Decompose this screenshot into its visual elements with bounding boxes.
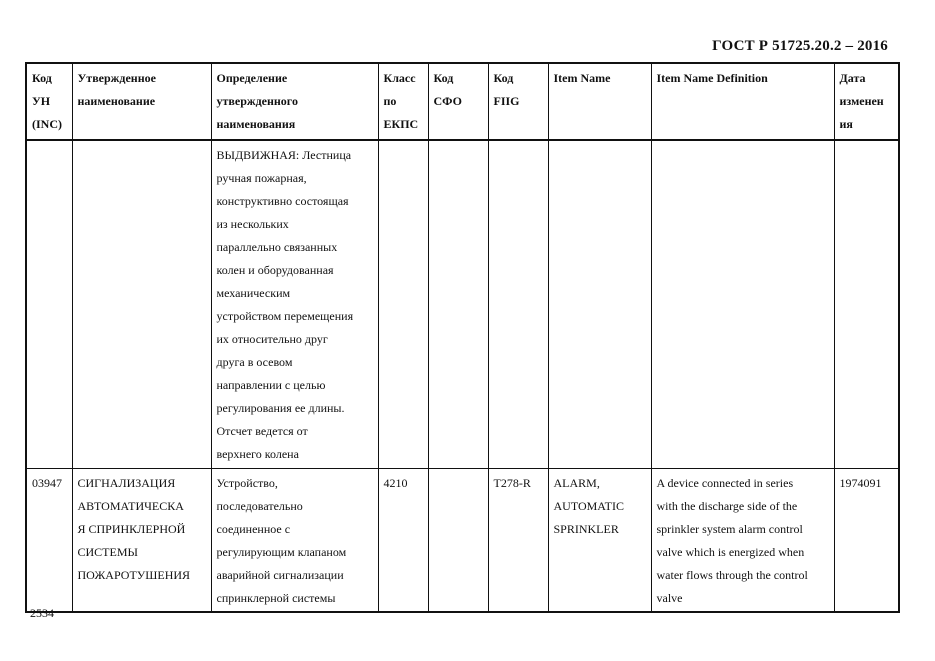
header-ekps-class: Класс по ЕКПС	[378, 63, 428, 140]
table-row-03947	[26, 469, 899, 613]
header-sfo-code: Код СФО	[428, 63, 488, 140]
cell-sfo-code	[428, 140, 488, 469]
cell-name-definition: Устройство, последовательно соединенное с регулирующим клапаном аварийной сигнализации спринклерной системы	[211, 469, 378, 613]
cell-inc-code: 03947	[26, 469, 72, 613]
cell-ekps-class: 4210	[378, 469, 428, 613]
cell-sfo-code	[428, 469, 488, 613]
item-name-registry-table	[25, 62, 900, 613]
header-name-definition: Определение утвержденного наименования	[211, 63, 378, 140]
header-approved-name: Утвержденное наименование	[72, 63, 211, 140]
cell-inc-code	[26, 140, 72, 469]
cell-fiig-code	[488, 140, 548, 469]
cell-approved-name: СИГНАЛИЗАЦИЯ АВТОМАТИЧЕСКА Я СПРИНКЛЕРНОЙ СИСТЕМЫ ПОЖАРОТУШЕНИЯ	[72, 469, 211, 613]
header-item-name: Item Name	[548, 63, 651, 140]
cell-item-name-definition	[651, 140, 834, 469]
header-fiig-code: Код FIIG	[488, 63, 548, 140]
header-inc-code: Код УН (INC)	[26, 63, 72, 140]
cell-item-name	[548, 140, 651, 469]
cell-change-date	[834, 140, 899, 469]
cell-ekps-class	[378, 140, 428, 469]
cell-name-definition: ВЫДВИЖНАЯ: Лестница ручная пожарная, конструктивно состоящая из нескольких параллельно связанных колен и оборудованная механическим устройством перемещения их относительно друг друга в осевом направлении с целью регулирования ее длины. Отсчет ведется от верхнего колена	[211, 140, 378, 469]
cell-approved-name	[72, 140, 211, 469]
table-row-continuation	[26, 140, 899, 469]
cell-item-name: ALARM, AUTOMATIC SPRINKLER	[548, 469, 651, 613]
table-header-row	[26, 63, 899, 140]
header-change-date: Дата изменен ия	[834, 63, 899, 140]
cell-fiig-code: T278-R	[488, 469, 548, 613]
cell-item-name-definition: A device connected in series with the discharge side of the sprinkler system alarm control valve which is energized when water flows through the control valve	[651, 469, 834, 613]
header-item-name-definition: Item Name Definition	[651, 63, 834, 140]
cell-change-date: 1974091	[834, 469, 899, 613]
document-standard-header: ГОСТ Р 51725.20.2 – 2016	[712, 38, 888, 54]
page-number: 2534	[30, 606, 54, 620]
